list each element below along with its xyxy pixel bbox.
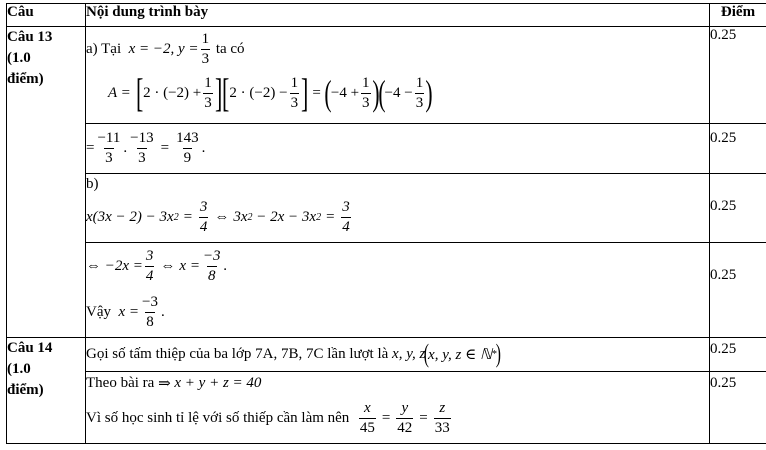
q14-body [86,372,710,444]
part-a-prefix: a) Tại [86,40,122,57]
question-number: Câu 13 [7,29,53,45]
ratio-statement: Vì số học sinh tỉ lệ với số thiếp cần làm nên [86,409,350,426]
header-question: Câu [7,4,86,27]
part-b-label: b) [86,176,99,192]
table-row [7,174,766,243]
equation-lhs: −2x = [104,257,143,274]
equals-sign: = [182,208,193,225]
expression-label: A = [108,84,131,101]
iff-symbol: ⇔ [214,208,230,225]
q14-intro: Gọi số tấm thiệp của ba lớp 7A, 7B, 7C lần lượt là x, y, z ( x, y, z ∈ ℕ * ) [86,338,710,372]
points-line: (1.0 [7,50,31,66]
table-row [7,372,766,444]
equation-mid-2: − 2x − 3x [256,208,317,225]
iff-symbol: ⇔ [86,257,101,274]
conclusion-text: Vậy [86,303,111,320]
table-row [7,27,766,124]
paren-term-1: −4 + [330,84,360,101]
points-unit: điểm) [7,382,44,398]
equation-mid: 3x [233,208,248,225]
equals-sign: = [381,409,391,426]
x-equals: x = [179,257,200,274]
period: . [201,139,206,156]
score-cell: 0.25 [710,338,766,372]
grading-table [6,3,766,444]
q13-result [86,124,710,174]
fraction: $\frac{3}{4}$ [199,198,208,235]
equation-lhs: x(3x − 2) − 3x [86,208,174,225]
fraction: $\frac{1}{3}$ [415,74,424,111]
equals-sign: = [312,84,321,101]
q13-part-b: b) x(3x − 2) − 3x 2 = $\frac{3}{4}$ ⇔ 3x 2 − 2x − 3x 2 = $\frac{3}{4}$ [86,174,710,243]
equals-sign: = [419,409,428,426]
fraction: $\frac{1}{3}$ [362,74,370,111]
points-unit: điểm) [7,71,44,87]
implies-symbol: ⇒ [158,375,171,392]
score-cell: 0.25 [710,27,766,124]
question-number: Câu 14 [7,340,53,356]
equals-sign: = [86,139,95,156]
fraction: $\frac{1}{3}$ [290,74,299,111]
paren-term-2: −4 − [384,84,413,101]
header-score: Điểm [710,4,766,27]
header-content: Nội dung trình bày [86,4,710,27]
x-equals: x = [118,303,140,320]
fraction: $\frac{-13}{3}$ [130,129,154,166]
dot: . [123,139,128,156]
variables: x, y, z [392,345,426,362]
fraction: $\frac{-3}{8}$ [202,247,221,284]
score-cell: 0.25 [710,174,766,243]
condition: x, y, z ∈ ℕ [428,346,492,363]
score-cell: 0.25 [710,372,766,444]
equals-sign: = [160,139,170,156]
iff-symbol: ⇔ [160,257,176,274]
period: . [223,257,228,274]
period: . [161,303,165,320]
fraction: $\frac{y}{42}$ [397,399,413,436]
points-line: (1.0 [7,361,31,377]
q13-solve [86,243,710,338]
score-cell: 0.25 [710,243,766,338]
fraction: $\frac{1}{3}$ [204,74,212,111]
score-cell: 0.25 [710,124,766,174]
intro-text: Gọi số tấm thiệp của ba lớp 7A, 7B, 7C lần lượt là [86,345,389,362]
fraction: $\frac{x}{45}$ [359,399,375,436]
statement-text: Theo bài ra [86,374,155,391]
fraction: $\frac{3}{4}$ [342,198,350,235]
fraction: $\frac{z}{33}$ [434,399,450,436]
fraction: $\frac{1}{3}$ [201,30,210,67]
fraction: $\frac{143}{9}$ [176,129,199,166]
term-2: 2 · (−2) − [229,84,288,101]
term-1: 2 · (−2) + [143,84,202,101]
question-13-label [7,27,86,338]
fraction: $\frac{-3}{8}$ [142,293,158,330]
fraction: $\frac{3}{4}$ [145,247,154,284]
equals-sign: = [325,208,336,225]
table-header-row [7,4,766,27]
part-a-condition: x = −2, y = [128,40,199,57]
sum-equation: x + y + z = 40 [174,374,262,391]
table-row [7,338,766,372]
fraction: $\frac{-11}{3}$ [97,129,121,166]
part-a-suffix: ta có [215,40,245,57]
table-row [7,124,766,174]
table-row [7,243,766,338]
q13-part-a: a) Tại x = −2, y = $\frac{1}{3}$ ta có A = [ 2 · (−2) + $\frac{1}{3}$ ] [ 2 · (−2) − $\frac{1}{3}$ ] = ( −4 + $\frac{1}{3}$ ) ( −4 − $\frac{1}{3}$ ) [86,27,710,124]
question-14-label [7,338,86,444]
